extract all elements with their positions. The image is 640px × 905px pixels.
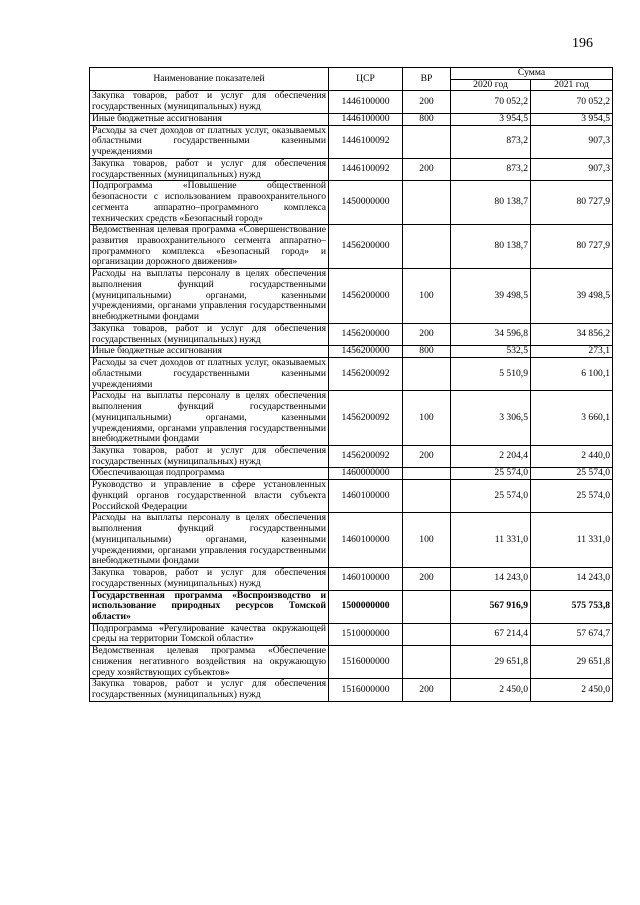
row-sum-2021: 25 574,0 [531, 468, 613, 480]
row-sum-2020: 80 138,7 [451, 181, 531, 225]
row-name: Расходы на выплаты персоналу в целях обеспечения выполнения функций государственными (муниципальными) органами, казенными учреждениями, органами управления государственными внебюджетными фондами [90, 391, 329, 446]
row-sum-2020: 3 306,5 [451, 391, 531, 446]
row-name: Расходы на выплаты персоналу в целях обеспечения выполнения функций государственными (муниципальными) органами, казенными учреждениями, органами управления государственными внебюджетными фондами [90, 513, 329, 568]
row-name: Обеспечивающая подпрограмма [90, 468, 329, 480]
row-vr [403, 590, 451, 623]
row-sum-2021: 907,3 [531, 125, 613, 158]
table-row [90, 480, 613, 513]
row-name: Расходы за счет доходов от платных услуг, оказываемых областными государственными казенными учреждениями [90, 358, 329, 391]
row-sum-2020: 532,5 [451, 346, 531, 358]
table-row [90, 125, 613, 158]
row-sum-2020: 29 651,8 [451, 646, 531, 679]
row-vr [403, 225, 451, 269]
row-sum-2020: 2 204,4 [451, 445, 531, 467]
table-body [90, 91, 613, 701]
row-csr: 1460100000 [329, 568, 403, 590]
row-sum-2021: 907,3 [531, 158, 613, 180]
row-vr: 800 [403, 346, 451, 358]
row-name: Руководство и управление в сфере установленных функций органов государственной власти субъекта Российской Федерации [90, 480, 329, 513]
row-sum-2021: 273,1 [531, 346, 613, 358]
table-row [90, 181, 613, 225]
row-csr: 1446100000 [329, 91, 403, 113]
row-vr [403, 358, 451, 391]
row-csr: 1456200092 [329, 391, 403, 446]
row-sum-2021: 80 727,9 [531, 181, 613, 225]
row-sum-2021: 2 440,0 [531, 445, 613, 467]
row-name: Иные бюджетные ассигнования [90, 346, 329, 358]
row-csr: 1456200000 [329, 225, 403, 269]
row-sum-2021: 25 574,0 [531, 480, 613, 513]
row-name: Государственная программа «Воспроизводство и использование природных ресурсов Томской области» [90, 590, 329, 623]
table-row [90, 346, 613, 358]
row-csr: 1460000000 [329, 468, 403, 480]
table-row [90, 468, 613, 480]
table-row [90, 323, 613, 345]
row-name: Закупка товаров, работ и услуг для обеспечения государственных (муниципальных) нужд [90, 568, 329, 590]
row-name: Расходы на выплаты персоналу в целях обеспечения выполнения функций государственными (муниципальными) органами, казенными учреждениями, органами управления государственными внебюджетными фондами [90, 269, 329, 324]
row-sum-2020: 11 331,0 [451, 513, 531, 568]
row-csr: 1516000000 [329, 679, 403, 701]
row-sum-2020: 5 510,9 [451, 358, 531, 391]
row-name: Закупка товаров, работ и услуг для обеспечения государственных (муниципальных) нужд [90, 445, 329, 467]
row-name: Подпрограмма «Регулирование качества окружающей среды на территории Томской области» [90, 623, 329, 645]
row-sum-2020: 25 574,0 [451, 480, 531, 513]
row-vr: 200 [403, 158, 451, 180]
table-row [90, 225, 613, 269]
row-csr: 1456200092 [329, 445, 403, 467]
row-vr: 200 [403, 91, 451, 113]
row-csr: 1446100000 [329, 113, 403, 125]
table-row [90, 679, 613, 701]
row-sum-2021: 11 331,0 [531, 513, 613, 568]
row-sum-2020: 34 596,8 [451, 323, 531, 345]
row-csr: 1456200000 [329, 269, 403, 324]
row-vr: 200 [403, 568, 451, 590]
row-sum-2020: 25 574,0 [451, 468, 531, 480]
row-vr: 100 [403, 391, 451, 446]
table-row [90, 158, 613, 180]
header-sum: Сумма [451, 68, 613, 80]
row-name: Подпрограмма «Повышение общественной безопасности с использованием правоохранительного сегмента аппаратно–программного комплекса технических средств «Безопасный город» [90, 181, 329, 225]
row-vr [403, 480, 451, 513]
row-sum-2021: 6 100,1 [531, 358, 613, 391]
row-csr: 1450000000 [329, 181, 403, 225]
row-name: Ведомственная целевая программа «Обеспечение снижения негативного воздействия на окружающую среду хозяйствующих субъектов» [90, 646, 329, 679]
header-csr: ЦСР [329, 68, 403, 91]
row-sum-2020: 567 916,9 [451, 590, 531, 623]
row-sum-2021: 70 052,2 [531, 91, 613, 113]
row-sum-2020: 80 138,7 [451, 225, 531, 269]
header-name: Наименование показателей [90, 68, 329, 91]
row-name: Закупка товаров, работ и услуг для обеспечения государственных (муниципальных) нужд [90, 679, 329, 701]
row-csr: 1446100092 [329, 158, 403, 180]
row-name: Иные бюджетные ассигнования [90, 113, 329, 125]
row-vr [403, 181, 451, 225]
row-sum-2021: 3 954,5 [531, 113, 613, 125]
table-row [90, 568, 613, 590]
table-row [90, 623, 613, 645]
row-vr [403, 468, 451, 480]
row-name: Закупка товаров, работ и услуг для обеспечения государственных (муниципальных) нужд [90, 158, 329, 180]
row-vr: 200 [403, 445, 451, 467]
row-csr: 1446100092 [329, 125, 403, 158]
header-year-2021: 2021 год [531, 79, 613, 91]
header-vr: ВР [403, 68, 451, 91]
table-row [90, 391, 613, 446]
row-name: Расходы за счет доходов от платных услуг, оказываемых областными государственными казенными учреждениями [90, 125, 329, 158]
row-csr: 1510000000 [329, 623, 403, 645]
row-csr: 1500000000 [329, 590, 403, 623]
row-csr: 1456200092 [329, 358, 403, 391]
row-vr: 100 [403, 269, 451, 324]
row-vr: 200 [403, 323, 451, 345]
row-sum-2021: 14 243,0 [531, 568, 613, 590]
row-vr: 200 [403, 679, 451, 701]
row-sum-2020: 873,2 [451, 158, 531, 180]
row-sum-2020: 3 954,5 [451, 113, 531, 125]
table-row [90, 445, 613, 467]
row-sum-2020: 39 498,5 [451, 269, 531, 324]
page-number: 196 [572, 36, 593, 51]
row-vr: 100 [403, 513, 451, 568]
table-row [90, 113, 613, 125]
row-sum-2020: 70 052,2 [451, 91, 531, 113]
row-sum-2020: 873,2 [451, 125, 531, 158]
row-sum-2021: 29 651,8 [531, 646, 613, 679]
table-row [90, 91, 613, 113]
row-name: Ведомственная целевая программа «Совершенствование развития правоохранительного сегмента аппаратно–программного комплекса «Безопасный город» и организации дорожного движения» [90, 225, 329, 269]
row-vr [403, 646, 451, 679]
row-vr [403, 623, 451, 645]
row-csr: 1516000000 [329, 646, 403, 679]
row-sum-2020: 2 450,0 [451, 679, 531, 701]
row-sum-2020: 14 243,0 [451, 568, 531, 590]
row-csr: 1460100000 [329, 513, 403, 568]
row-name: Закупка товаров, работ и услуг для обеспечения государственных (муниципальных) нужд [90, 323, 329, 345]
table-row [90, 269, 613, 324]
row-csr: 1456200000 [329, 323, 403, 345]
row-sum-2021: 2 450,0 [531, 679, 613, 701]
row-sum-2021: 57 674,7 [531, 623, 613, 645]
budget-table [89, 67, 613, 702]
row-sum-2020: 67 214,4 [451, 623, 531, 645]
header-year-2020: 2020 год [451, 79, 531, 91]
row-csr: 1456200000 [329, 346, 403, 358]
table-row [90, 513, 613, 568]
table-row [90, 590, 613, 623]
table-row [90, 358, 613, 391]
row-sum-2021: 80 727,9 [531, 225, 613, 269]
row-csr: 1460100000 [329, 480, 403, 513]
row-vr: 800 [403, 113, 451, 125]
row-name: Закупка товаров, работ и услуг для обеспечения государственных (муниципальных) нужд [90, 91, 329, 113]
row-sum-2021: 3 660,1 [531, 391, 613, 446]
row-sum-2021: 34 856,2 [531, 323, 613, 345]
row-sum-2021: 575 753,8 [531, 590, 613, 623]
row-vr [403, 125, 451, 158]
table-row [90, 646, 613, 679]
row-sum-2021: 39 498,5 [531, 269, 613, 324]
